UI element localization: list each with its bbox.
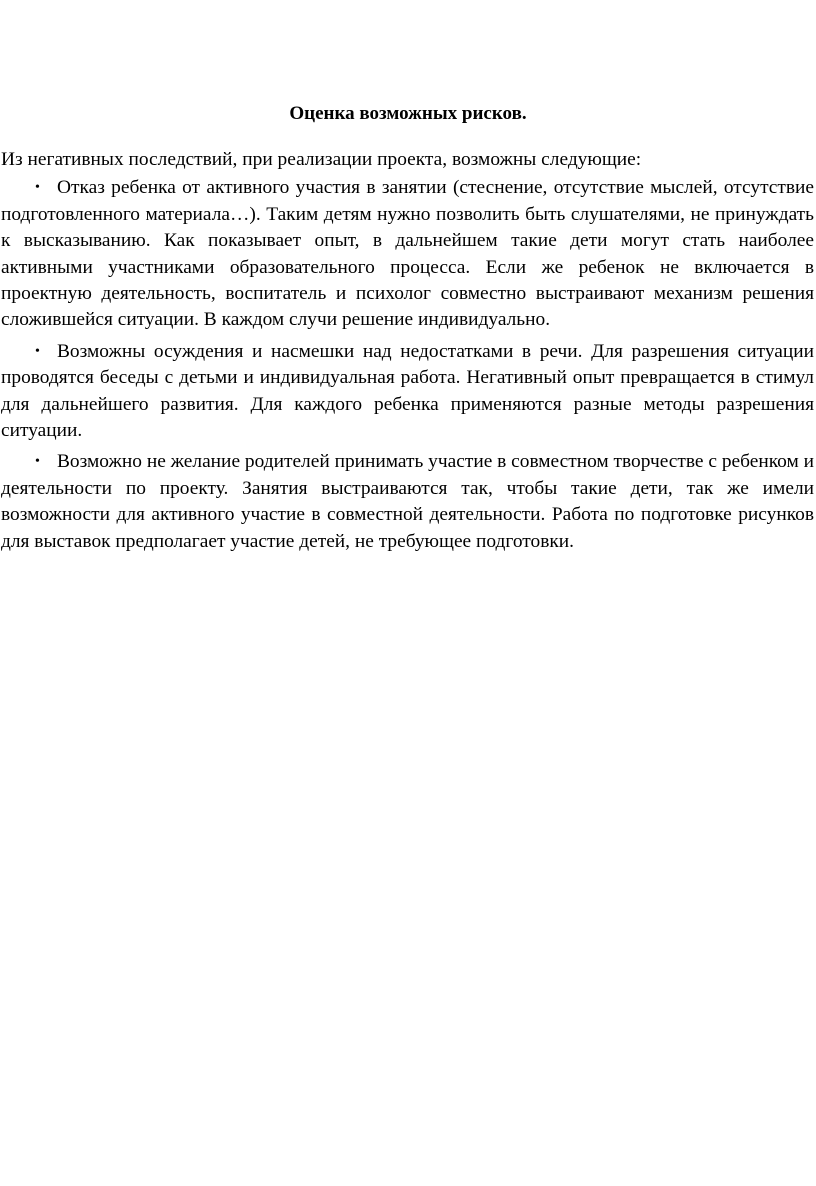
list-item-text: Возможно не желание родителей принимать участие в совместном творчестве с ребенком и деятельности по проекту. Занятия выстраиваются так, чтобы такие дети, так же имели возможности для активного участие в совместной деятельности. Работа по подготовке рисунков для выставок предполагает участие детей, не требующее подготовки. [1, 451, 814, 552]
bullet-icon: • [35, 180, 40, 196]
document-body [1, 147, 814, 560]
bullet-icon: • [35, 343, 40, 359]
list-item-text: Отказ ребенка от активного участия в занятии (стеснение, отсутствие мыслей, отсутствие подготовленного материала…). Таким детям нужно позволить быть слушателями, не принуждать к высказыванию. Как показывает опыт, в дальнейшем такие дети могут стать наиболее активными участниками образовательного процесса. Если же ребенок не включается в проектную деятельность, воспитатель и психолог совместно выстраивают механизм решения сложившейся ситуации. В каждом случи решение индивидуально. [1, 177, 814, 331]
intro-paragraph: Из негативных последствий, при реализации проекта, возможны следующие: [1, 149, 642, 170]
page-title: Оценка возможных рисков. [289, 103, 527, 124]
list-item-text: Возможны осуждения и насмешки над недостатками в речи. Для разрешения ситуации проводятся беседы с детьми и индивидуальная работа. Негативный опыт превращается в стимул для дальнейшего развития. Для каждого ребенка применяются разные методы разрешения ситуации. [1, 340, 814, 442]
risk-list [1, 175, 814, 555]
list-item [1, 339, 814, 445]
bullet-icon: • [35, 454, 40, 470]
list-item [1, 175, 814, 333]
list-item [1, 449, 814, 555]
